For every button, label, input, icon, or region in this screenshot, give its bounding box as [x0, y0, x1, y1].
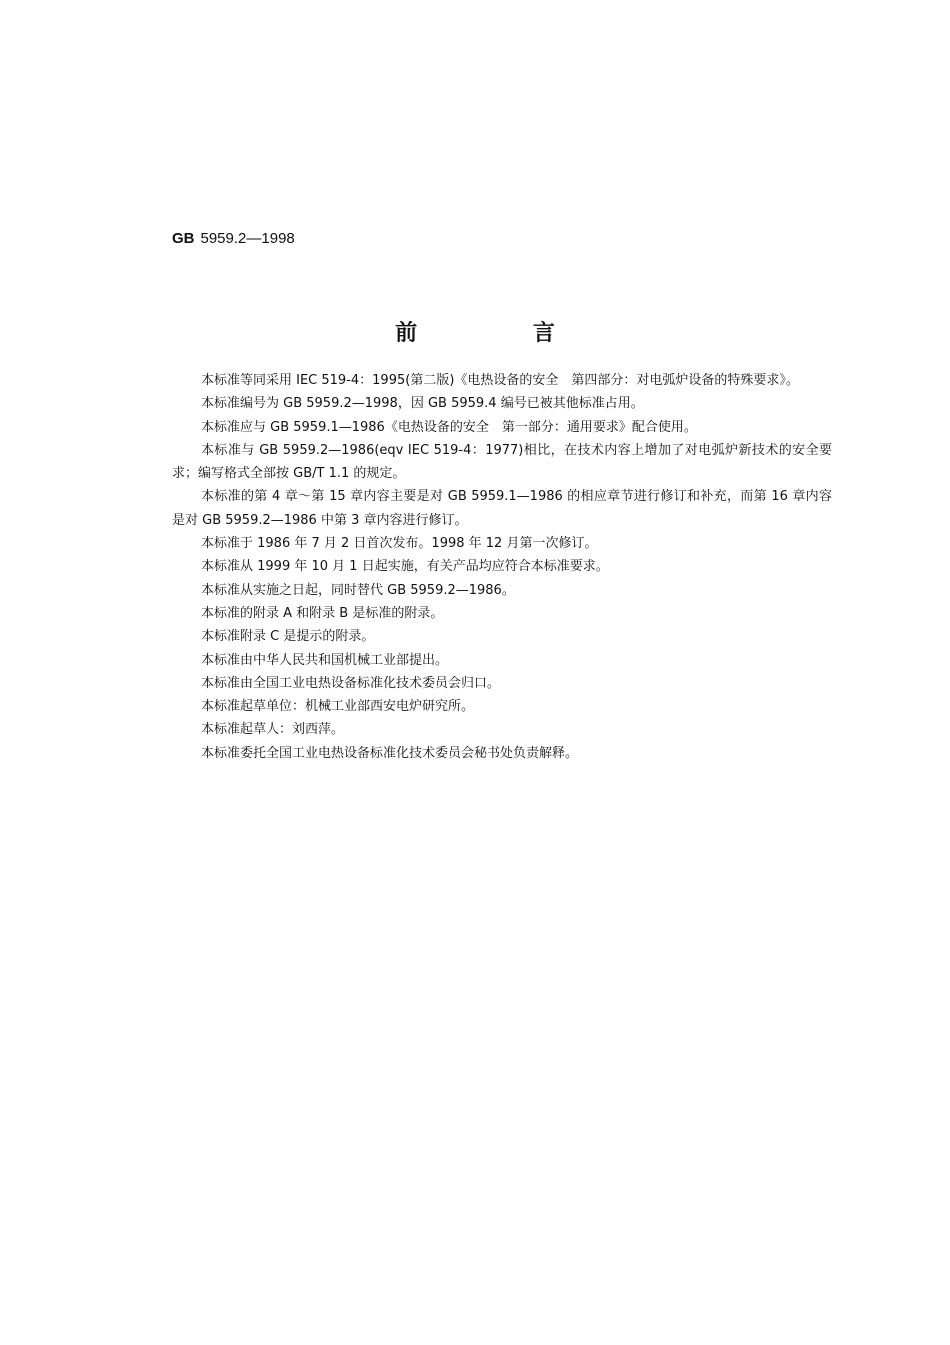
page-title: 前 言	[395, 321, 609, 346]
paragraph: 本标准的第 4 章～第 15 章内容主要是对 GB 5959.1—1986 的相应章节进行修订和补充，而第 16 章内容是对 GB 5959.2—1986 中第 3 章内容进行修订。	[172, 489, 832, 528]
standard-prefix: GB	[172, 230, 195, 247]
paragraph: 本标准从实施之日起，同时替代 GB 5959.2—1986。	[201, 582, 515, 598]
paragraph: 本标准等同采用 IEC 519-4：1995(第二版)《电热设备的安全 第四部分：对电弧炉设备的特殊要求》。	[201, 373, 799, 388]
paragraph: 本标准附录 C 是提示的附录。	[201, 629, 375, 645]
paragraph: 本标准的附录 A 和附录 B 是标准的附录。	[201, 605, 444, 621]
paragraph: 本标准于 1986 年 7 月 2 日首次发布。1998 年 12 月第一次修订。	[201, 536, 598, 552]
paragraph: 本标准起草人：刘西萍。	[201, 722, 345, 738]
paragraph: 本标准编号为 GB 5959.2—1998，因 GB 5959.4 编号已被其他标准占用。	[201, 396, 644, 412]
paragraph: 本标准应与 GB 5959.1—1986《电热设备的安全 第一部分：通用要求》配合使用。	[201, 419, 697, 435]
standard-number	[172, 230, 295, 247]
standard-code: 5959.2—1998	[200, 230, 295, 247]
paragraph: 本标准由中华人民共和国机械工业部提出。	[201, 652, 449, 668]
paragraph: 本标准与 GB 5959.2—1986(eqv IEC 519-4：1977)相比，在技术内容上增加了对电弧炉新技术的安全要求；编写格式全部按 GB/T 1.1 的规定。	[172, 442, 832, 482]
paragraph: 本标准从 1999 年 10 月 1 日起实施，有关产品均应符合本标准要求。	[201, 559, 609, 575]
paragraph: 本标准起草单位：机械工业部西安电炉研究所。	[201, 699, 475, 715]
paragraph: 本标准委托全国工业电热设备标准化技术委员会秘书处负责解释。	[201, 745, 579, 761]
foreword-body	[172, 369, 832, 765]
paragraph: 本标准由全国工业电热设备标准化技术委员会归口。	[201, 675, 501, 691]
